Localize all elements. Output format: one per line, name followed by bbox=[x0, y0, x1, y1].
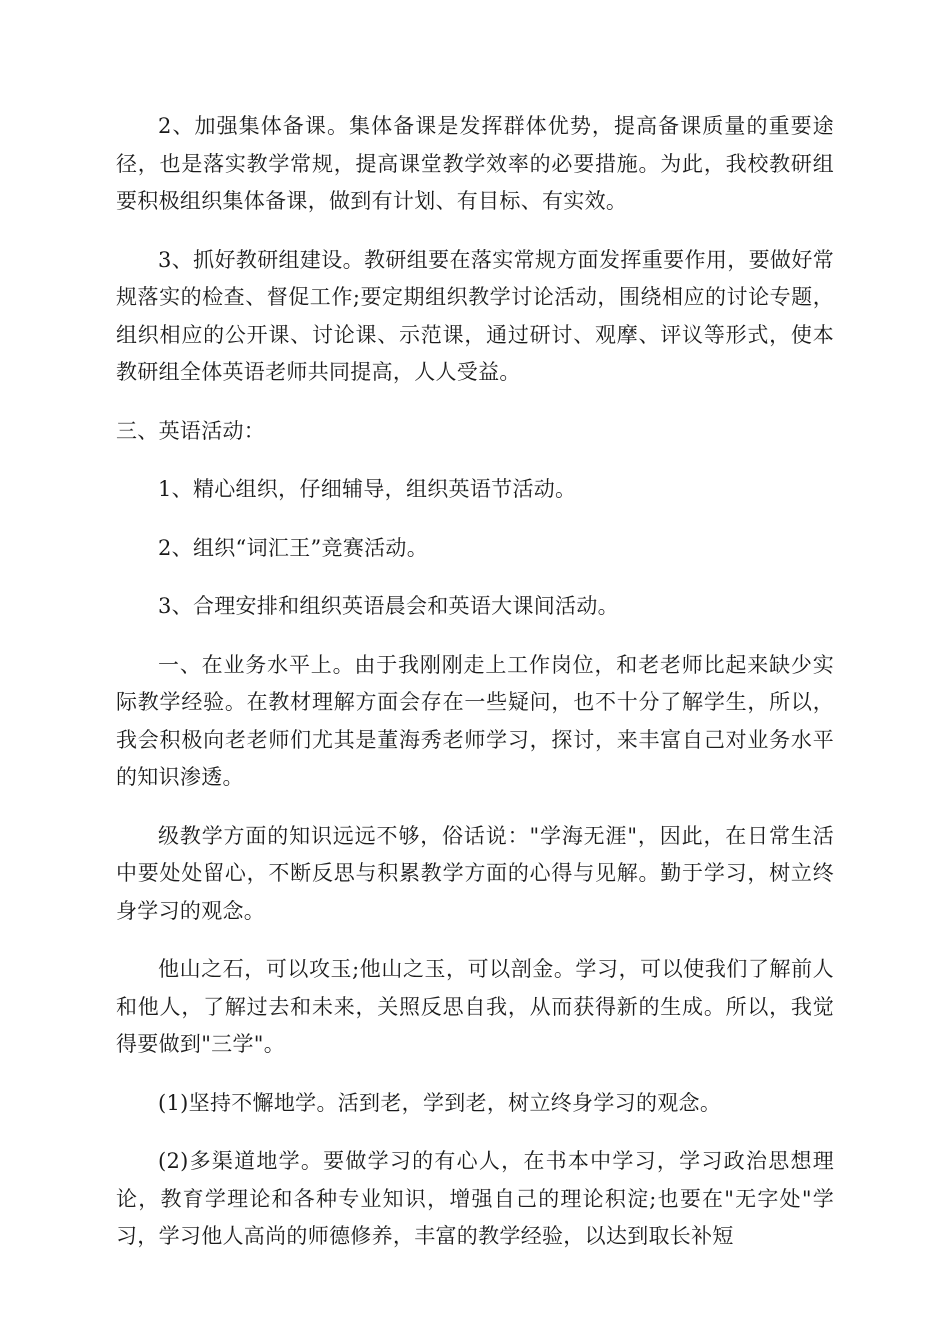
document-page bbox=[116, 108, 834, 1256]
paragraph-teaching-group-building: 3、抓好教研组建设。教研组要在落实常规方面发挥重要作用，要做好常规落实的检查、督促工作;要定期组织教学讨论活动，围绕相应的讨论专题，组织相应的公开课、讨论课、示范课，通过研讨、观摩、评议等形式，使本教研组全体英语老师共同提高，人人受益。 bbox=[116, 247, 834, 384]
list-item-vocabulary-contest: 2、组织“词汇王”竞赛活动。 bbox=[158, 535, 429, 560]
paragraph-professional-level: 一、在业务水平上。由于我刚刚走上工作岗位，和老老师比起来缺少实际教学经验。在教材理解方面会存在一些疑问，也不十分了解学生，所以，我会积极向老老师们尤其是董海秀老师学习，探讨，来丰富自己对业务水平的知识渗透。 bbox=[116, 652, 834, 789]
list-item-english-festival: 1、精心组织，仔细辅导，组织英语节活动。 bbox=[158, 477, 577, 501]
paragraph-collective-lesson-prep: 2、加强集体备课。集体备课是发挥群体优势，提高备课质量的重要途径，也是落实教学常规，提高课堂教学效率的必要措施。为此，我校教研组要积极组织集体备课，做到有计划、有目标、有实效。 bbox=[116, 114, 834, 213]
paragraph-lifelong-learning: 级教学方面的知识远远不够，俗话说："学海无涯"，因此，在日常生活中要处处留心，不断反思与积累教学方面的心得与见解。勤于学习，树立终身学习的观念。 bbox=[116, 823, 834, 923]
section-heading-english-activities: 三、英语活动： bbox=[116, 418, 266, 443]
paragraph-three-learnings: 他山之石，可以攻玉;他山之玉，可以剖金。学习，可以使我们了解前人和他人，了解过去和未来，关照反思自我，从而获得新的生成。所以，我觉得要做到"三学"。 bbox=[116, 957, 834, 1056]
list-item-multichannel-learning: (2)多渠道地学。要做学习的有心人，在书本中学习，学习政治思想理论，教育学理论和各种专业知识，增强自己的理论积淀;也要在"无字处"学习，学习他人高尚的师德修养，丰富的教学经验，以达到取长补短 bbox=[116, 1149, 834, 1248]
list-item-morning-assembly: 3、合理安排和组织英语晨会和英语大课间活动。 bbox=[158, 594, 619, 618]
list-item-persistent-learning: (1)坚持不懈地学。活到老，学到老，树立终身学习的观念。 bbox=[158, 1090, 722, 1115]
